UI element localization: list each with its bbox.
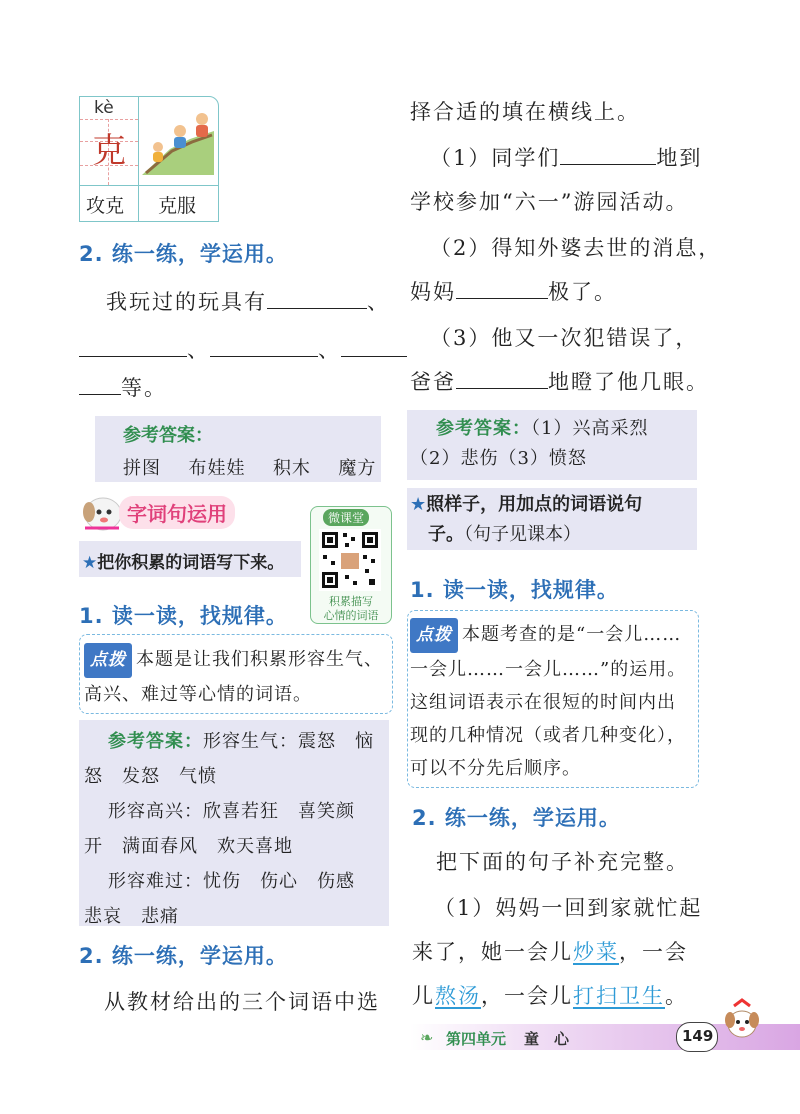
answer-label: 参考答案： bbox=[436, 418, 531, 439]
answer-line: （1）兴高采烈 bbox=[531, 418, 649, 439]
answer-label: 参考答案： bbox=[123, 425, 213, 446]
unit-title: 童 心 bbox=[524, 1030, 570, 1048]
q2-suffix: 极了。 bbox=[548, 280, 617, 304]
q2-prefix: 妈妈 bbox=[410, 280, 456, 304]
answer-item: 拼图 bbox=[123, 458, 161, 479]
tip-line: 本题考查的是“一会儿…… bbox=[462, 624, 682, 645]
q3-prefix: 爸爸 bbox=[410, 370, 456, 394]
pinyin: kè bbox=[94, 98, 114, 118]
leaf-icon: ❧ bbox=[420, 1028, 434, 1047]
instruction-line: 把下面的句子补充完整。 bbox=[436, 850, 689, 874]
star-icon: ★ bbox=[410, 494, 427, 515]
tip-line: 这组词语表示在很短的时间内出 bbox=[410, 692, 676, 713]
answer-line: 怒 发怒 气愤 bbox=[84, 766, 217, 787]
tip-line: 现的几种情况（或者几种变化）， bbox=[410, 725, 686, 746]
blank-line bbox=[456, 368, 548, 389]
blank-line bbox=[341, 336, 407, 357]
fill-answer: 打扫卫生 bbox=[573, 984, 665, 1008]
character-card bbox=[79, 96, 219, 222]
s1-text: ，一会儿 bbox=[481, 984, 573, 1008]
blank-line bbox=[79, 374, 121, 395]
q1-line-2: 学校参加“六一”游园活动。 bbox=[410, 190, 689, 214]
word-1: 攻克 bbox=[86, 195, 125, 217]
tip-line: 一会儿……一会儿……”的运用。 bbox=[410, 659, 687, 680]
q2-line: （2）得知外婆去世的消息， bbox=[430, 236, 722, 260]
s1-line-2 bbox=[412, 936, 688, 966]
blank-line bbox=[210, 336, 318, 357]
character: 克 bbox=[92, 131, 126, 171]
q3-line: （3）他又一次犯错误了， bbox=[430, 326, 699, 350]
answer-line: 形容生气：震怒 恼 bbox=[203, 731, 374, 752]
section-title-practice-2: 2. 练一练，学运用。 bbox=[79, 944, 288, 968]
answer-line: 形容难过：忧伤 伤心 伤感 bbox=[108, 871, 355, 892]
answer-line: 开 满面春风 欢天喜地 bbox=[84, 836, 293, 857]
q3-suffix: 地瞪了他几眼。 bbox=[548, 370, 709, 394]
answer-box-toys bbox=[95, 416, 381, 482]
answer-line: （2）悲伤（3）愤怒 bbox=[410, 448, 587, 469]
star-icon: ★ bbox=[82, 553, 98, 573]
tip-right-text bbox=[410, 618, 686, 785]
toys-prefix: 我玩过的玩具有 bbox=[106, 290, 267, 314]
tip-badge: 点拨 bbox=[84, 643, 132, 678]
q1-suffix: 地到 bbox=[656, 146, 703, 170]
q1-line bbox=[430, 142, 702, 172]
s1-text: 。 bbox=[665, 984, 688, 1008]
task-line: 照样子，用加点的词语说句 bbox=[426, 494, 643, 515]
climbing-illustration bbox=[140, 109, 216, 179]
blank-line bbox=[456, 278, 548, 299]
tip-text-left bbox=[84, 643, 390, 711]
task-text bbox=[82, 548, 284, 573]
micro-lesson-label: 微课堂 bbox=[323, 509, 369, 526]
toys-suffix-row bbox=[79, 372, 167, 402]
s1-line-3 bbox=[412, 980, 688, 1010]
task-note: （句子见课本） bbox=[464, 524, 581, 545]
q2-line-2 bbox=[410, 276, 617, 306]
blank-line bbox=[267, 288, 367, 309]
toys-sentence: 我玩过的玩具有 、 bbox=[106, 290, 390, 314]
tip-badge: 点拨 bbox=[410, 618, 458, 653]
s1-text: 儿 bbox=[412, 984, 435, 1008]
unit-label: 第四单元 bbox=[446, 1030, 507, 1048]
task-right-text bbox=[410, 490, 642, 550]
task-label: 把你积累的词语写下来。 bbox=[97, 553, 285, 573]
answer-label: 参考答案： bbox=[108, 731, 203, 752]
answer-item: 布娃娃 bbox=[188, 458, 246, 479]
q1-prefix: （1）同学们 bbox=[430, 146, 561, 170]
micro-caption-1: 积累描写 bbox=[329, 595, 373, 608]
fill-answer: 熬汤 bbox=[435, 984, 481, 1008]
banner-title: 字词句运用 bbox=[119, 496, 235, 529]
qr-code-icon bbox=[319, 529, 381, 591]
s1-line-1: （1）妈妈一回到家就忙起 bbox=[434, 896, 703, 920]
micro-lesson-card[interactable] bbox=[310, 506, 392, 624]
answer-moods-text bbox=[84, 724, 374, 934]
blank-line bbox=[560, 144, 656, 165]
section-title-practice-right: 2. 练一练，学运用。 bbox=[412, 806, 621, 830]
right-line-1: 择合适的填在横线上。 bbox=[410, 100, 640, 124]
task-line: 子。 bbox=[428, 524, 464, 545]
answer-item: 魔方 bbox=[338, 458, 377, 479]
blank-line bbox=[79, 336, 187, 357]
fill-answer: 炒菜 bbox=[573, 940, 619, 964]
answer-line: 悲哀 悲痛 bbox=[84, 906, 179, 927]
toys-suffix: 等。 bbox=[121, 376, 167, 400]
choose-instruction: 从教材给出的三个词语中选 bbox=[104, 990, 380, 1014]
tip-content: 本题是让我们积累形容生气、高兴、难过等心情的词语。 bbox=[84, 649, 383, 705]
q3-line-2 bbox=[410, 366, 709, 396]
section-banner bbox=[79, 490, 249, 532]
section-title-read: 1. 读一读，找规律。 bbox=[79, 604, 288, 628]
answer-right-text bbox=[410, 414, 648, 474]
s1-text: ，一会 bbox=[619, 940, 688, 964]
section-title-read-right: 1. 读一读，找规律。 bbox=[410, 578, 619, 602]
mascot-icon bbox=[720, 998, 764, 1042]
tip-line: 可以不分先后顺序。 bbox=[410, 758, 581, 779]
micro-caption-2: 心情的词语 bbox=[323, 609, 379, 622]
s1-text: 来了，她一会儿 bbox=[412, 940, 573, 964]
toys-blanks-row: 、 、 bbox=[79, 334, 407, 364]
page-number: 149 bbox=[682, 1027, 714, 1045]
answer-line: 形容高兴：欣喜若狂 喜笑颜 bbox=[108, 801, 355, 822]
word-2: 克服 bbox=[158, 195, 197, 217]
section-title-practice: 2. 练一练，学运用。 bbox=[79, 242, 288, 266]
answer-item: 积木 bbox=[272, 458, 311, 479]
